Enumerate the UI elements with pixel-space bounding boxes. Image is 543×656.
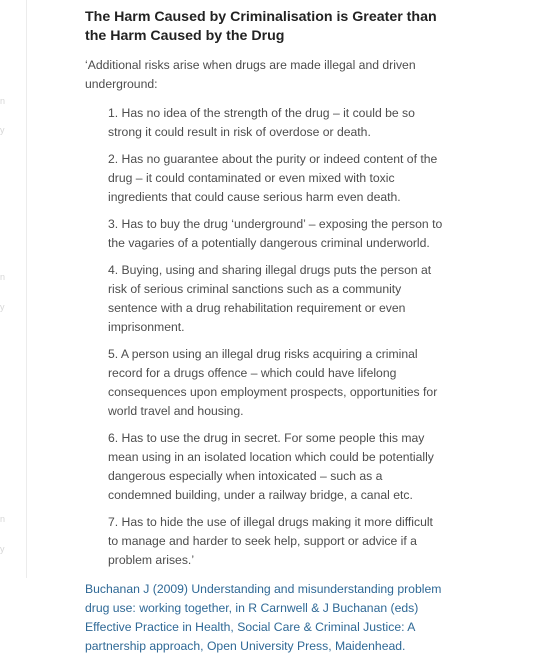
list-item: 4. Buying, using and sharing illegal drugs puts the person at risk of serious criminal sanctions such as a community sentence with a drug rehabilitation requirement or even imprisonment.	[108, 263, 432, 334]
list-item: 3. Has to buy the drug ‘underground’ – exposing the person to the vagaries of a potentially dangerous criminal underworld.	[108, 217, 443, 250]
list-item: 7. Has to hide the use of illegal drugs making it more difficult to manage and harder to seek help, support or advice if a problem arises.’	[108, 515, 433, 567]
list-item: 5. A person using an illegal drug risks acquiring a criminal record for a drugs offence – which could have lifelong consequences upon employment prospects, opportunities for world travel and housing.	[108, 347, 438, 418]
risk-list	[85, 104, 445, 570]
sidebar-fragment: y	[0, 125, 5, 135]
sidebar-fragment: n	[0, 272, 6, 282]
sidebar-fragment: n	[0, 514, 6, 524]
sidebar-fragment: y	[0, 302, 5, 312]
sidebar-divider	[26, 0, 27, 578]
list-item: 1. Has no idea of the strength of the drug – it could be so strong it could result in risk of overdose or death.	[108, 106, 415, 139]
article-title: The Harm Caused by Criminalisation is Greater than the Harm Caused by the Drug	[85, 9, 437, 44]
article-intro: ‘Additional risks arise when drugs are made illegal and driven underground:	[85, 58, 416, 91]
list-item: 6. Has to use the drug in secret. For some people this may mean using in an isolated location which could be potentially dangerous especially when intoxicated – such as a condemned building, under a railway bridge, a canal etc.	[108, 431, 434, 502]
article-body	[85, 8, 445, 656]
sidebar-fragment: y	[0, 544, 5, 554]
sidebar-fragment: n	[0, 96, 6, 106]
list-item: 2. Has no guarantee about the purity or indeed content of the drug – it could contaminated or even mixed with toxic ingredients that could cause serious harm even death.	[108, 152, 438, 204]
reference-citation: Buchanan J (2009) Understanding and misunderstanding problem drug use: working together, in R Carnwell & J Buchanan (eds) Effective Practice in Health, Social Care & Criminal Justice: A partnership approach, Open University Press, Maidenhead.	[85, 582, 442, 653]
